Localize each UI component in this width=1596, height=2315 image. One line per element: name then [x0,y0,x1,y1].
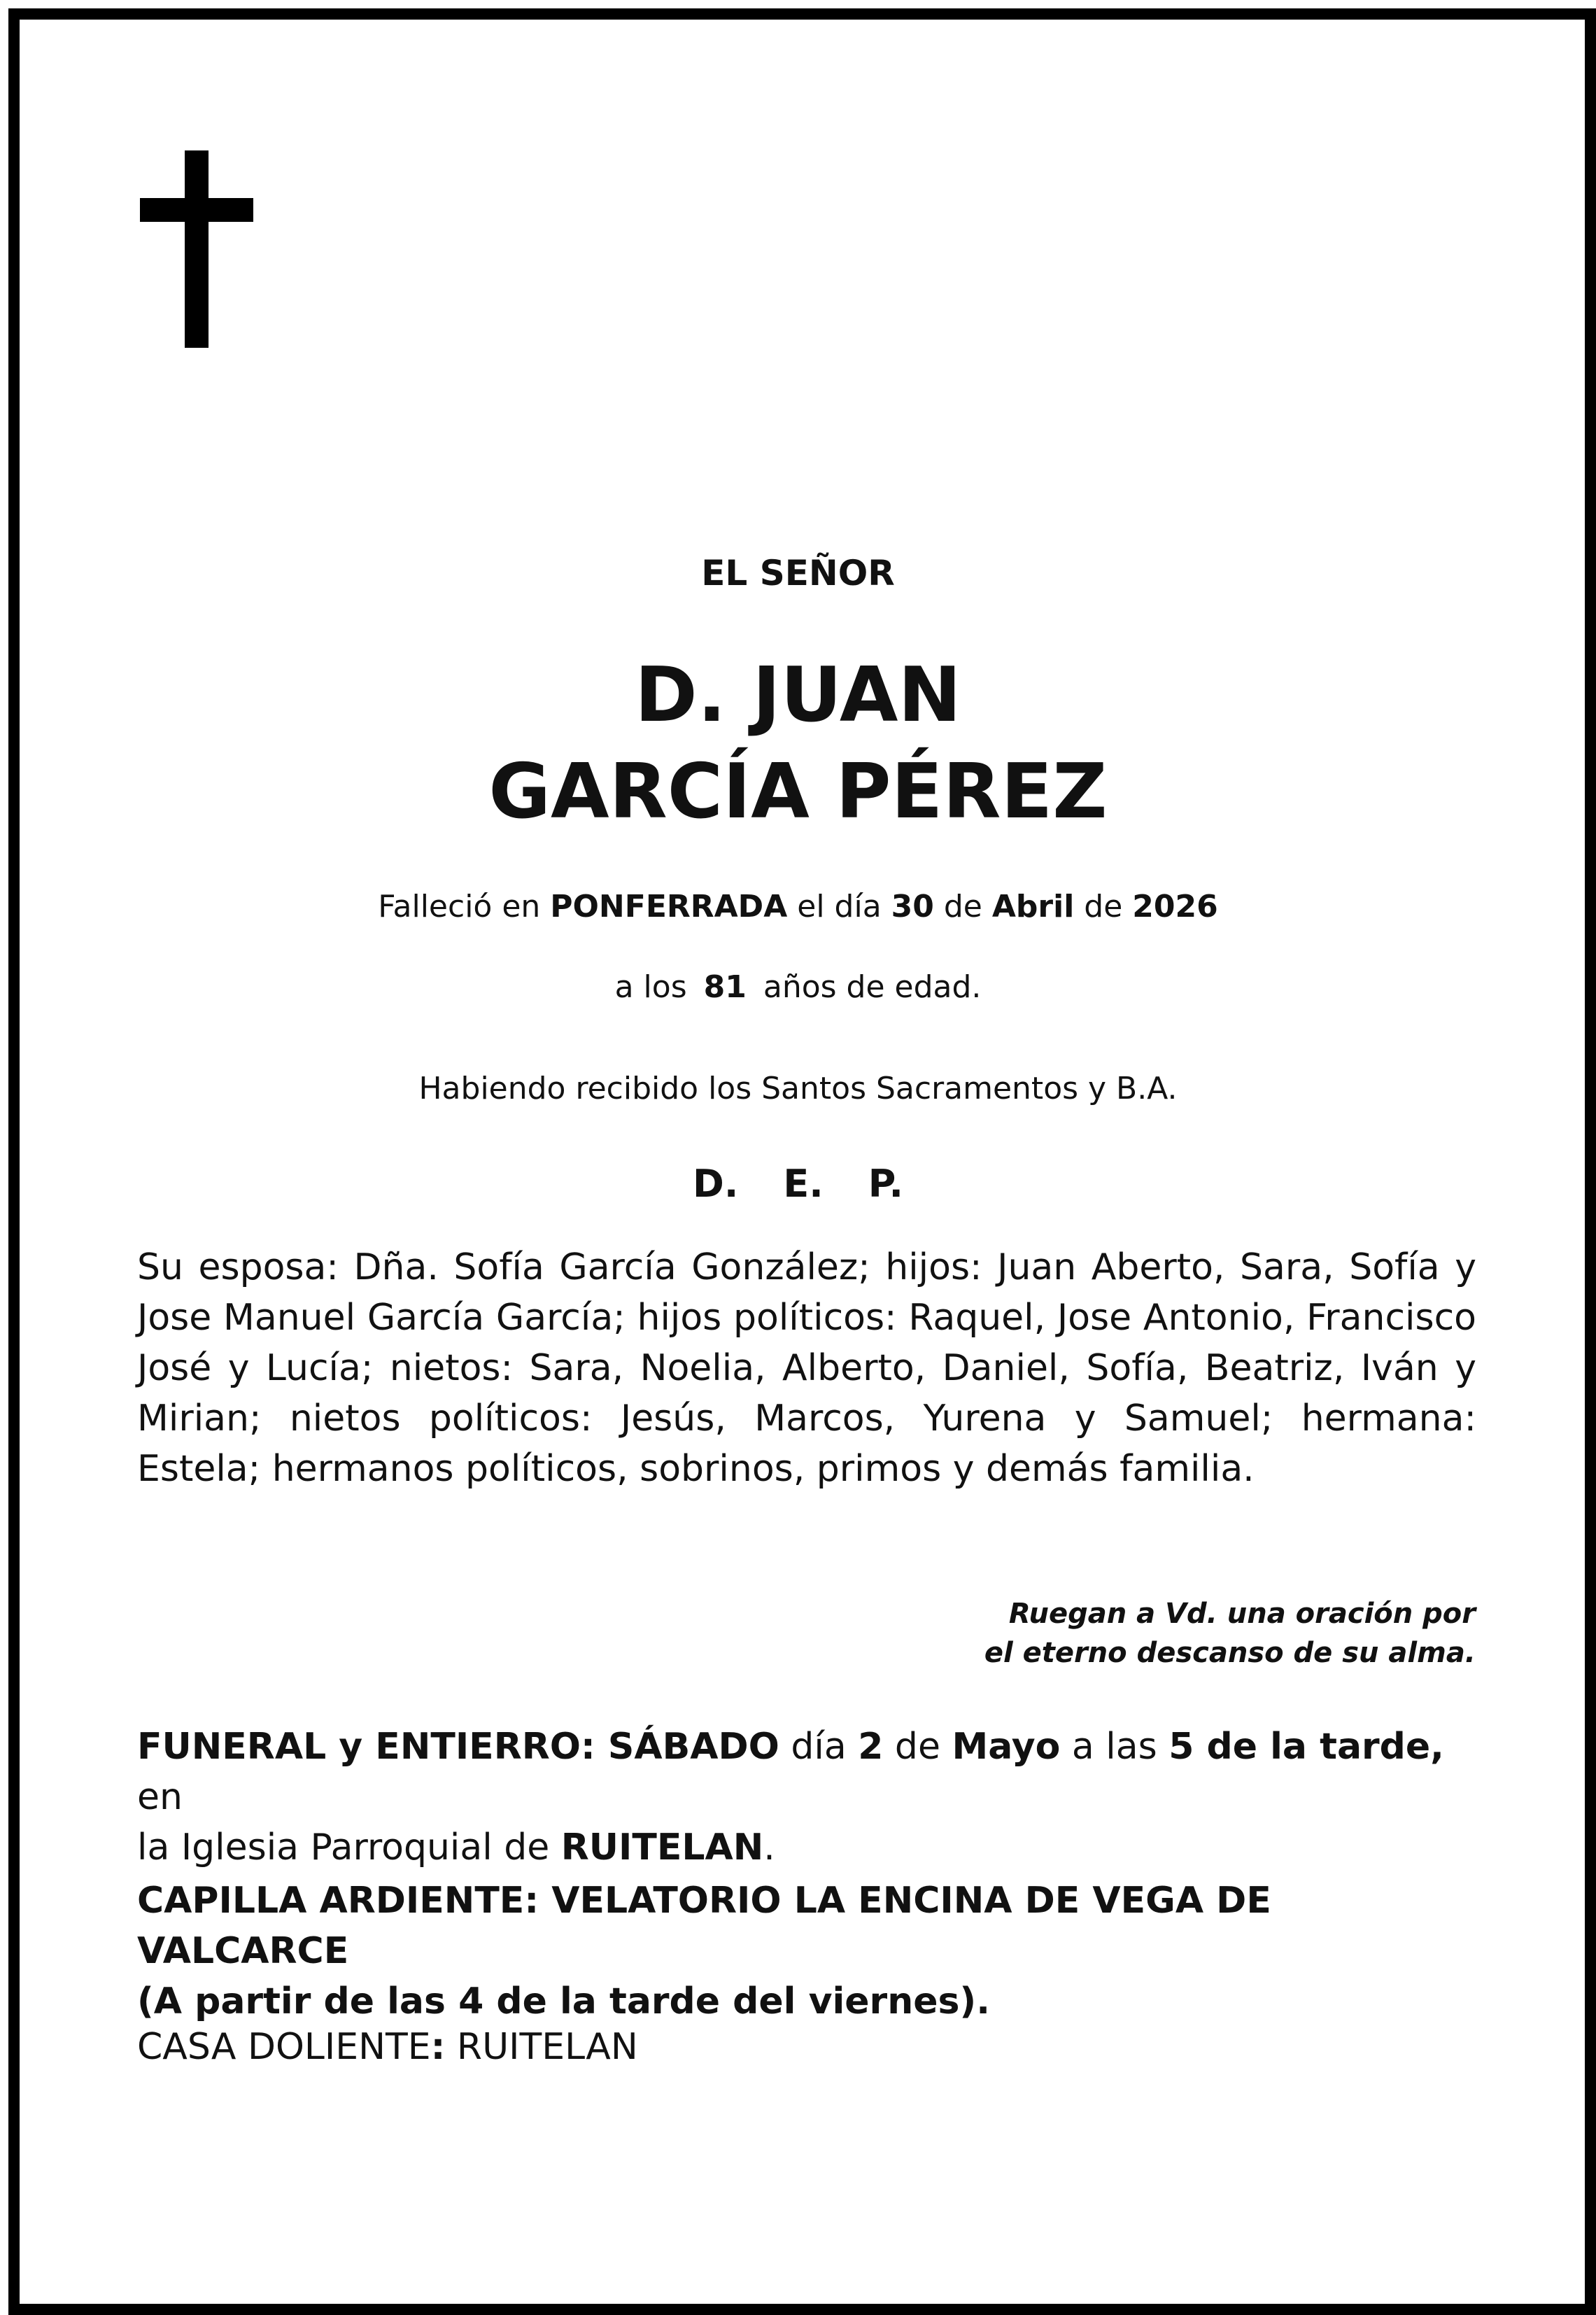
death-text-2: de [933,889,992,924]
house-info [137,2026,638,2068]
house-label: CASA DOLIENTE [137,2026,431,2068]
chapel-info [137,1876,1481,2027]
header-title: EL SEÑOR [701,553,895,593]
death-day: 30 [891,889,934,924]
death-place: PONFERRADA [550,889,788,924]
funeral-period: . [763,1827,775,1869]
funeral-text-1: día [779,1726,859,1768]
funeral-day: 2 [858,1726,884,1768]
dep-line [0,1162,1596,1206]
chapel-line-2: (A partir de las 4 de la tarde del viernes). [137,1980,990,2022]
dep-p: P. [868,1162,903,1206]
funeral-month: Mayo [952,1726,1061,1768]
funeral-label: FUNERAL y ENTIERRO: SÁBADO [137,1726,779,1768]
death-text-3: de [1074,889,1133,924]
prayer-line-1: Ruegan a Vd. una oración por [1008,1598,1476,1630]
name-line-1: D. JUAN [635,652,961,739]
chapel-line-1: CAPILLA ARDIENTE: VELATORIO LA ENCINA DE VEGA DE VALCARCE [137,1880,1271,1972]
funeral-church: la Iglesia Parroquial de [137,1827,561,1869]
sacraments-text: Habiendo recibido los Santos Sacramentos y B.A. [418,1071,1178,1106]
age-value: 81 [703,969,747,1005]
death-info [0,889,1596,924]
funeral-place: RUITELAN [560,1827,764,1869]
dep-d: D. [693,1162,739,1206]
funeral-text-3: a las [1060,1726,1169,1768]
funeral-text-2: de [883,1726,952,1768]
dep-e: E. [783,1162,824,1206]
name-line-2: GARCÍA PÉREZ [488,748,1108,836]
deceased-name [0,647,1596,840]
funeral-info [137,1722,1481,1873]
house-value: RUITELAN [445,2026,638,2068]
funeral-time: 5 de la tarde, [1168,1726,1444,1768]
death-month: Abril [991,889,1075,924]
death-year: 2026 [1132,889,1218,924]
prayer-request [984,1594,1476,1673]
house-separator: : [430,2026,446,2068]
age-prefix: a los [614,969,687,1005]
prayer-line-2: el eterno descanso de su alma. [984,1637,1476,1669]
death-text-1: el día [787,889,891,924]
age-suffix: años de edad. [763,969,982,1005]
age-info [0,969,1596,1005]
family-paragraph: Su esposa: Dña. Sofía García González; hijos: Juan Aberto, Sara, Sofía y Jose Manuel García García; hijos políticos: Raquel, Jose Antonio, Francisco José y Lucía; nietos: Sara, Noelia, Alberto, Daniel, Sofía, Beatriz, Iván y Mirian; nietos políticos: Jesús, Marcos, Yurena y Samuel; hermana: Estela; hermanos políticos, sobrinos, primos y demás familia. [137,1246,1476,1490]
funeral-text-4: en [137,1776,183,1818]
cross-icon [140,150,253,348]
death-prefix: Falleció en [378,889,551,924]
